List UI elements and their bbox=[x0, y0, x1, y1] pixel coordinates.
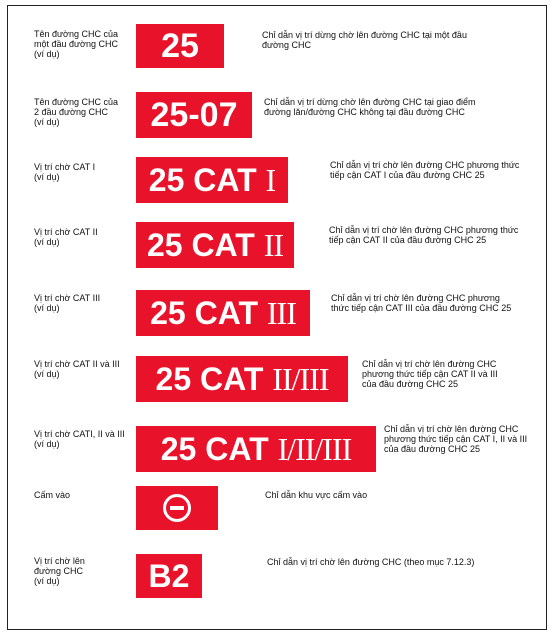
sign-25-cat-ii bbox=[136, 222, 294, 268]
no-entry-icon bbox=[163, 494, 191, 522]
row-desc-cat-i-ii-iii: Chỉ dẫn vị trí chờ lên đường CHC phương thức tiếp cận CAT I, II và III của đầu đường CHC 25 bbox=[384, 424, 528, 454]
sign-25-cat-ii-iii bbox=[136, 356, 348, 402]
sign-25-cat-i bbox=[136, 157, 288, 203]
row-desc-no-entry: Chỉ dẫn khu vực cấm vào bbox=[265, 490, 368, 500]
sign-b2 bbox=[136, 554, 202, 598]
sign-roman-text: II bbox=[263, 226, 284, 263]
row-desc-holding-position: Chỉ dẫn vị trí chờ lên đường CHC (theo mục 7.12.3) bbox=[267, 557, 475, 567]
row-label-cat-iii: Vị trí chờ CAT III (ví dụ) bbox=[34, 293, 101, 313]
row-label-no-entry: Cấm vào bbox=[34, 490, 71, 500]
row-desc-runway-designation: Chỉ dẫn vị trí dừng chờ lên đường CHC tại một đầu đường CHC bbox=[262, 30, 467, 50]
sign-roman-text: III bbox=[266, 294, 296, 331]
row-label-cat-ii-iii: Vị trí chờ CAT II và III (ví dụ) bbox=[34, 359, 120, 379]
row-label-runway-both-ends: Tên đường CHC của 2 đầu đường CHC (ví dụ) bbox=[34, 97, 118, 127]
sign-text: 25 bbox=[161, 26, 199, 65]
row-label-runway-designation: Tên đường CHC của một đầu đường CHC (ví dụ) bbox=[34, 29, 118, 59]
sign-main-text: 25 CAT bbox=[160, 430, 269, 467]
sign-roman-text: II/III bbox=[272, 360, 329, 397]
sign-roman-text: I bbox=[265, 161, 276, 198]
row-desc-cat-ii-iii: Chỉ dẫn vị trí chờ lên đường CHC phương thức tiếp cận CAT II và III của đầu đường CHC 25 bbox=[362, 359, 498, 389]
row-desc-runway-both-ends: Chỉ dẫn vị trí dừng chờ lên đường CHC tại giao điểm đường lăn/đường CHC không tại đầu đường CHC bbox=[264, 97, 476, 117]
sign-runway-25 bbox=[136, 24, 224, 68]
row-desc-cat-ii: Chỉ dẫn vị trí chờ lên đường CHC phương thức tiếp cận CAT II của đầu đường CHC 25 bbox=[329, 225, 519, 245]
sign-main-text: 25 CAT bbox=[155, 360, 264, 397]
row-label-cat-i-ii-iii: Vị trí chờ CATI, II và III (ví dụ) bbox=[34, 429, 125, 449]
row-label-cat-i: Vị trí chờ CAT I (ví dụ) bbox=[34, 162, 96, 182]
sign-main-text: 25 CAT bbox=[148, 161, 257, 198]
sign-25-cat-iii bbox=[136, 290, 310, 336]
sign-main-text: 25 CAT bbox=[150, 294, 258, 331]
sign-no-entry bbox=[136, 486, 218, 530]
row-desc-cat-iii: Chỉ dẫn vị trí chờ lên đường CHC phương thức tiếp cận CAT III của đầu đường CHC 25 bbox=[331, 293, 512, 313]
sign-text: B2 bbox=[148, 557, 190, 594]
sign-text: 25-07 bbox=[150, 95, 238, 134]
row-desc-cat-i: Chỉ dẫn vị trí chờ lên đường CHC phương thức tiếp cận CAT I của đầu đường CHC 25 bbox=[330, 160, 520, 180]
sign-runway-25-07 bbox=[136, 92, 252, 138]
sign-25-cat-i-ii-iii bbox=[136, 426, 376, 472]
row-label-cat-ii: Vị trí chờ CAT II (ví dụ) bbox=[34, 227, 98, 247]
row-label-holding-position: Vị trí chờ lên đường CHC (ví dụ) bbox=[34, 556, 85, 586]
sign-main-text: 25 CAT bbox=[146, 226, 255, 263]
sign-roman-text: I/II/III bbox=[277, 430, 352, 467]
